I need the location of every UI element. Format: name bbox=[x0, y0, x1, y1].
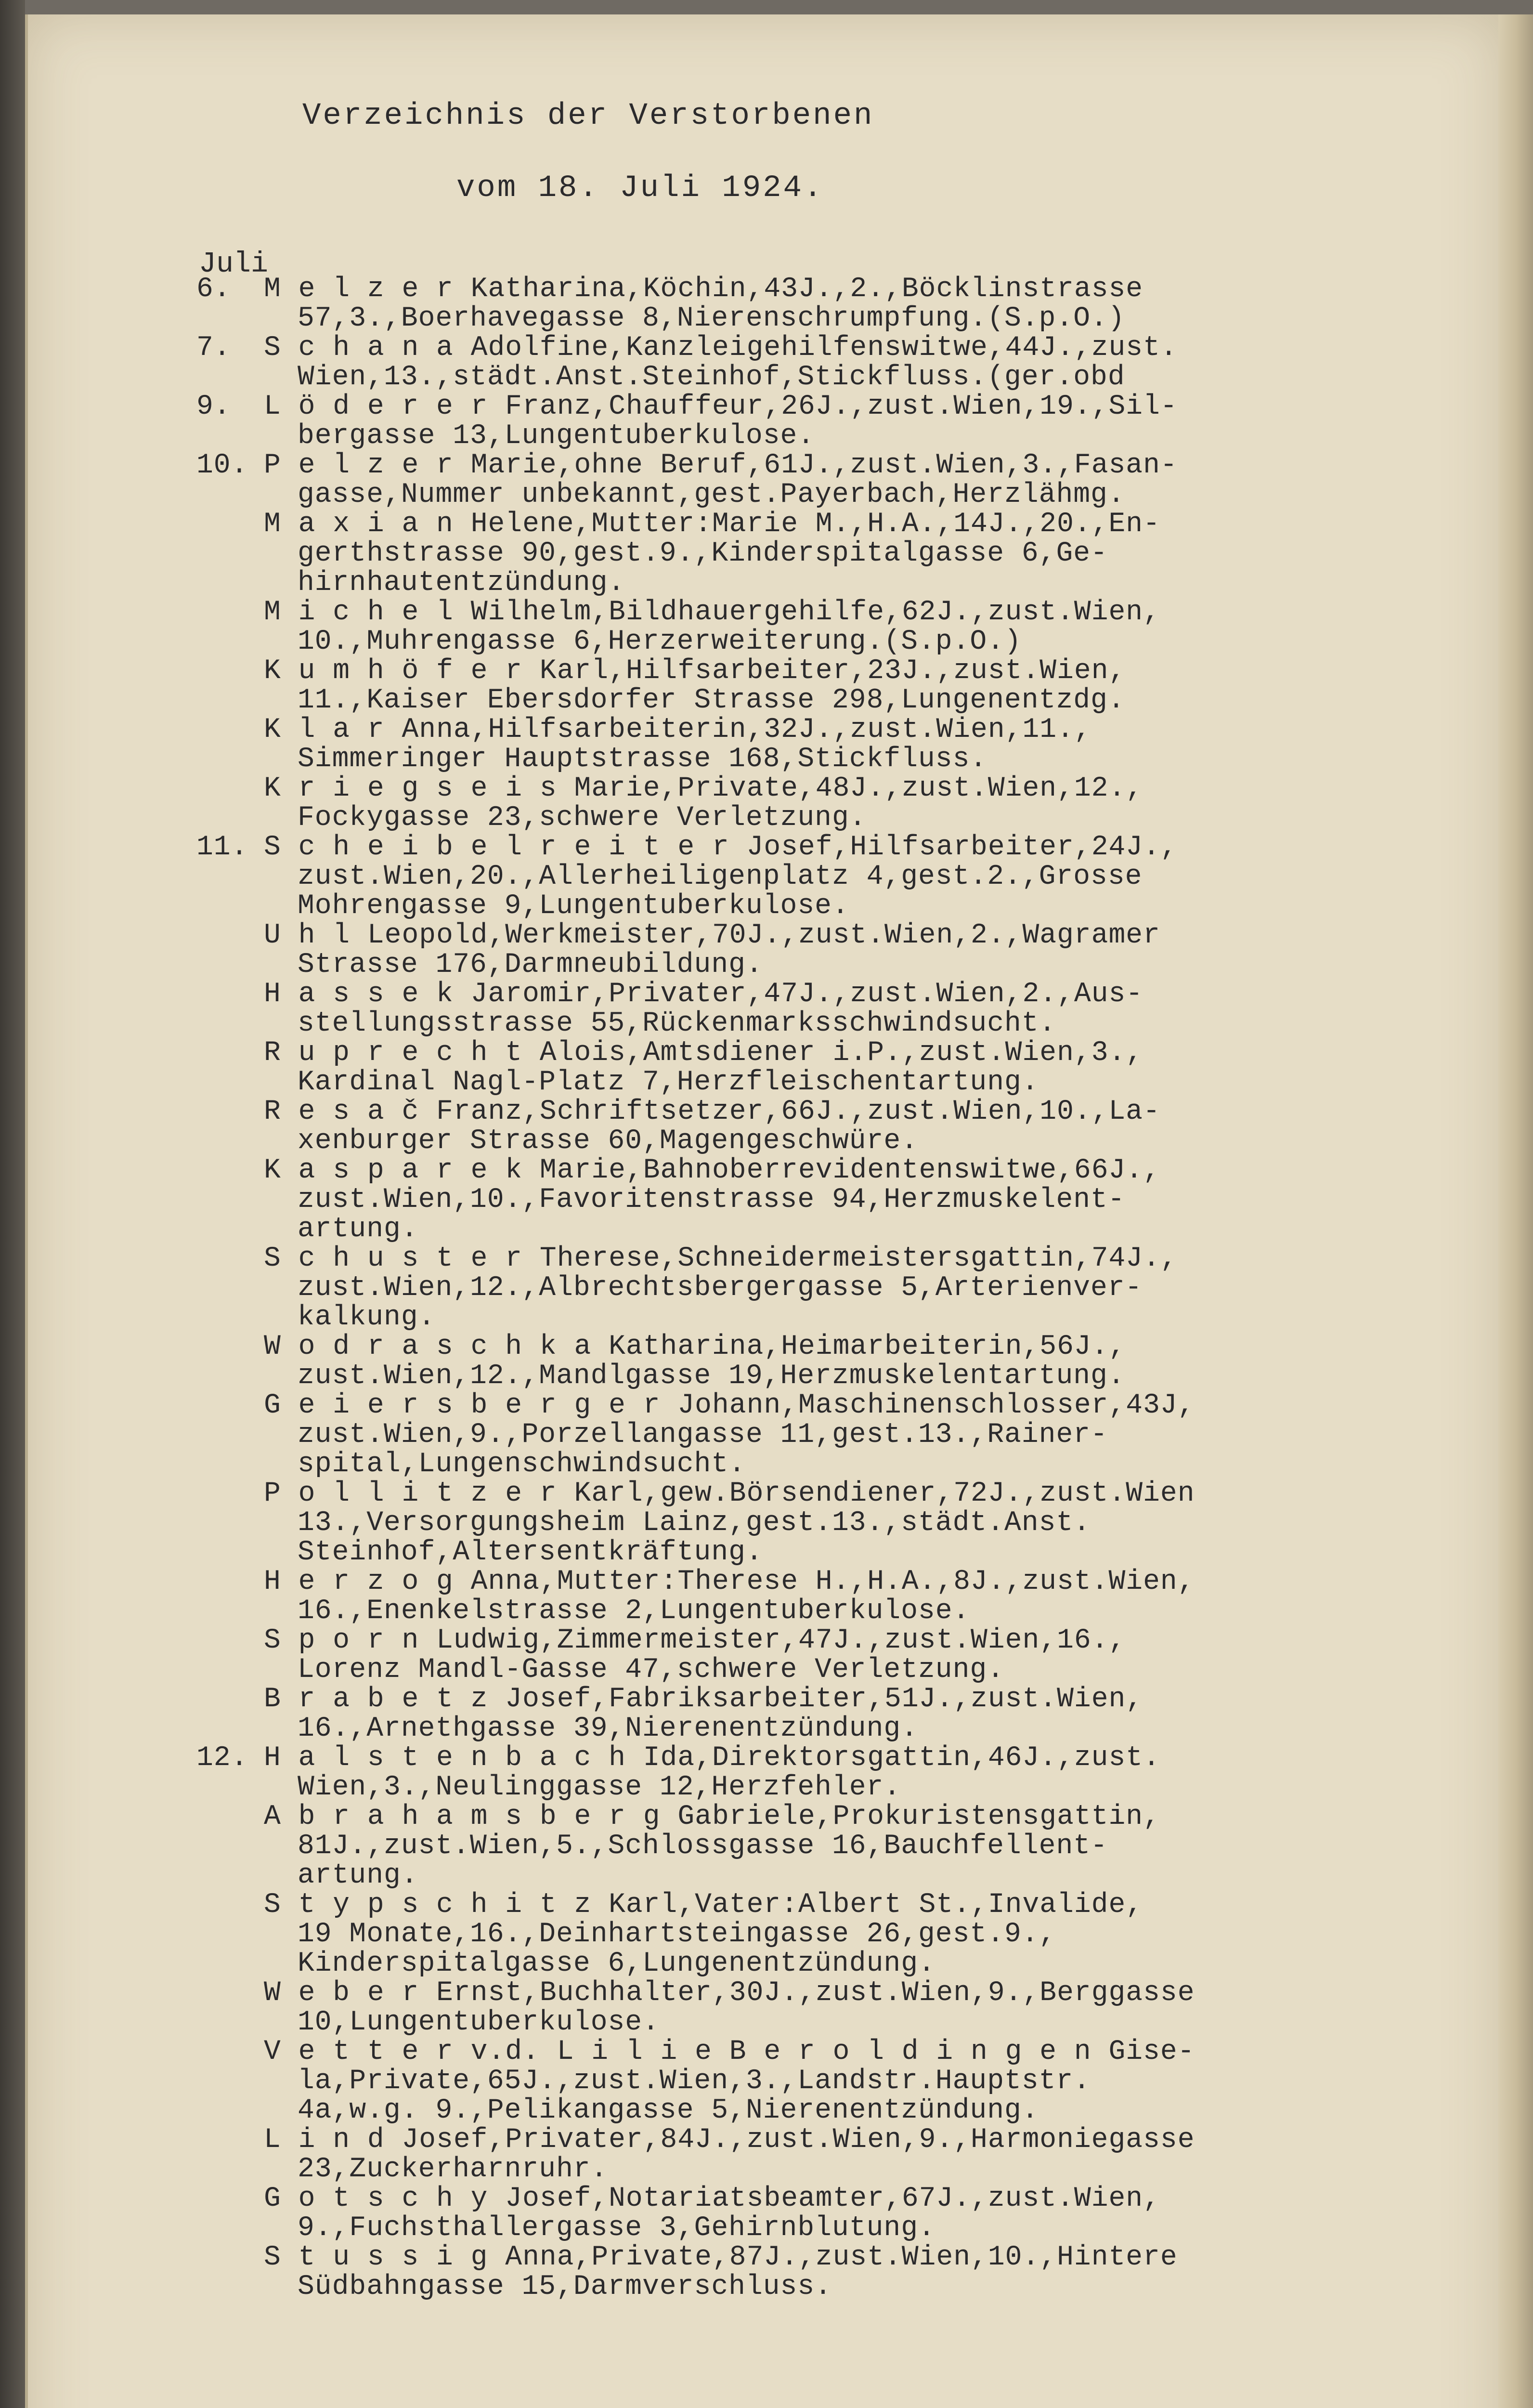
entry-surname: H a l s t e n b a c h bbox=[264, 1742, 626, 1774]
entry-first-line bbox=[196, 1479, 1439, 1508]
register-entry bbox=[196, 1244, 1439, 1332]
death-register-list bbox=[196, 275, 1439, 2302]
entry-surname: S t u s s i g bbox=[264, 2242, 488, 2273]
entry-surname: M a x i a n bbox=[264, 509, 454, 540]
register-entry bbox=[196, 598, 1439, 656]
entry-continuation-line: zust.Wien,9.,Porzellangasse 11,gest.13.,Rainer- bbox=[298, 1419, 1108, 1451]
entry-continuation-line: 10,Lungentuberkulose. bbox=[298, 2007, 660, 2038]
entry-first-line bbox=[196, 1743, 1439, 1773]
entry-first-line bbox=[196, 451, 1439, 480]
register-entry bbox=[196, 921, 1439, 980]
entry-first-line bbox=[196, 1978, 1439, 2008]
entry-surname: S c h e i b e l r e i t e r bbox=[264, 832, 729, 863]
entry-surname: G e i e r s b e r g e r bbox=[264, 1390, 661, 1421]
entry-continuation-line: 9.,Fuchsthallergasse 3,Gehirnblutung. bbox=[298, 2212, 935, 2244]
register-entry bbox=[196, 1332, 1439, 1391]
entry-surname: L i n d bbox=[264, 2124, 385, 2156]
entry-first-line bbox=[196, 1038, 1439, 1068]
register-entry bbox=[196, 1567, 1439, 1626]
entry-surname: S p o r n bbox=[264, 1625, 419, 1656]
entry-details: Wilhelm,Bildhauergehilfe,62J.,zust.Wien, bbox=[470, 597, 1160, 628]
entry-details: Karl,Hilfsarbeiter,23J.,zust.Wien, bbox=[539, 655, 1126, 687]
entry-day: 9. bbox=[196, 391, 231, 422]
entry-first-line bbox=[196, 333, 1439, 363]
entry-surname: K u m h ö f e r bbox=[264, 655, 523, 687]
entry-details: Katharina,Köchin,43J.,2.,Böcklinstrasse bbox=[470, 274, 1143, 305]
entry-details: Marie,Private,48J.,zust.Wien,12., bbox=[574, 773, 1143, 804]
register-entry bbox=[196, 774, 1439, 833]
register-entry bbox=[196, 715, 1439, 774]
entry-continuation-line: zust.Wien,10.,Favoritenstrasse 94,Herzmuskelent- bbox=[298, 1184, 1125, 1216]
entry-first-line bbox=[196, 833, 1439, 862]
entry-first-line bbox=[196, 774, 1439, 803]
entry-first-line bbox=[196, 392, 1439, 421]
entry-surname: R u p r e c h t bbox=[264, 1037, 523, 1069]
entry-details: Gabriele,Prokuristensgattin, bbox=[677, 1801, 1160, 1832]
entry-first-line bbox=[196, 715, 1439, 745]
entry-continuation-line: Strasse 176,Darmneubildung. bbox=[298, 949, 763, 981]
register-entry bbox=[196, 1038, 1439, 1097]
entry-surname: P o l l i t z e r bbox=[264, 1478, 557, 1509]
entry-continuation-line: 16.,Arnethgasse 39,Nierenentzündung. bbox=[298, 1713, 919, 1744]
entry-surname: L ö d e r e r bbox=[264, 391, 488, 422]
entry-continuation-line: Fockygasse 23,schwere Verletzung. bbox=[298, 802, 867, 834]
entry-continuation-line: xenburger Strasse 60,Magengeschwüre. bbox=[298, 1125, 919, 1157]
entry-details: Franz,Schriftsetzer,66J.,zust.Wien,10.,La- bbox=[436, 1096, 1160, 1127]
register-entry bbox=[196, 1097, 1439, 1156]
entry-surname: V e t t e r v.d. L i l i e B e r o l d i n g e n bbox=[264, 2036, 1091, 2068]
entry-first-line bbox=[196, 1685, 1439, 1714]
entry-continuation-line: Südbahngasse 15,Darmverschluss. bbox=[298, 2271, 832, 2303]
entry-details: Karl,Vater:Albert St.,Invalide, bbox=[609, 1889, 1143, 1921]
entry-continuation-line: 57,3.,Boerhavegasse 8,Nierenschrumpfung.(S.p.O.) bbox=[298, 303, 1125, 334]
entry-details: Gise- bbox=[1108, 2036, 1195, 2068]
document-page bbox=[25, 14, 1501, 2408]
entry-continuation-line: artung. bbox=[298, 1214, 418, 1245]
entry-continuation-line: Mohrengasse 9,Lungentuberkulose. bbox=[298, 890, 849, 922]
entry-day: 12. bbox=[196, 1742, 248, 1774]
entry-continuation-line: Steinhof,Altersentkräftung. bbox=[298, 1537, 763, 1568]
entry-details: Helene,Mutter:Marie M.,H.A.,14J.,20.,En- bbox=[470, 509, 1160, 540]
register-entry bbox=[196, 333, 1439, 392]
entry-details: Jaromir,Privater,47J.,zust.Wien,2.,Aus- bbox=[470, 979, 1143, 1010]
entry-details: Josef,Hilfsarbeiter,24J., bbox=[746, 832, 1178, 863]
register-entry bbox=[196, 275, 1439, 333]
entry-surname: U h l bbox=[264, 920, 351, 951]
entry-surname: S c h a n a bbox=[264, 332, 454, 364]
entry-continuation-line: Wien,13.,städt.Anst.Steinhof,Stickfluss.(ger.obd bbox=[298, 362, 1125, 393]
entry-surname: S t y p s c h i t z bbox=[264, 1889, 592, 1921]
entry-details: Ludwig,Zimmermeister,47J.,zust.Wien,16., bbox=[436, 1625, 1126, 1656]
entry-surname: W e b e r bbox=[264, 1977, 419, 2009]
register-entry bbox=[196, 980, 1439, 1038]
register-entry bbox=[196, 1802, 1439, 1890]
entry-first-line bbox=[196, 1156, 1439, 1185]
entry-continuation-line: 13.,Versorgungsheim Lainz,gest.13.,städt.Anst. bbox=[298, 1507, 1091, 1539]
month-label: Juli bbox=[199, 248, 269, 281]
entry-surname: G o t s c h y bbox=[264, 2183, 488, 2214]
entry-first-line bbox=[196, 656, 1439, 686]
entry-continuation-line: artung. bbox=[298, 1860, 418, 1891]
page-subtitle: vom 18. Juli 1924. bbox=[456, 171, 824, 206]
entry-surname: S c h u s t e r bbox=[264, 1243, 523, 1274]
entry-continuation-line: 4a,w.g. 9.,Pelikangasse 5,Nierenentzündung. bbox=[298, 2095, 1039, 2126]
entry-continuation-line: hirnhautentzündung. bbox=[298, 567, 625, 599]
register-entry bbox=[196, 833, 1439, 921]
entry-details: Franz,Chauffeur,26J.,zust.Wien,19.,Sil- bbox=[505, 391, 1178, 422]
entry-surname: K a s p a r e k bbox=[264, 1155, 523, 1186]
register-entry bbox=[196, 656, 1439, 715]
entry-details: Leopold,Werkmeister,70J.,zust.Wien,2.,Wagramer bbox=[367, 920, 1160, 951]
entry-continuation-line: stellungsstrasse 55,Rückenmarksschwindsucht. bbox=[298, 1008, 1056, 1039]
entry-surname: W o d r a s c h k a bbox=[264, 1331, 592, 1362]
entry-continuation-line: Wien,3.,Neulinggasse 12,Herzfehler. bbox=[298, 1772, 901, 1803]
entry-continuation-line: bergasse 13,Lungentuberkulose. bbox=[298, 420, 815, 452]
entry-day: 10. bbox=[196, 450, 248, 481]
entry-continuation-line: 81J.,zust.Wien,5.,Schlossgasse 16,Bauchfellent- bbox=[298, 1831, 1108, 1862]
register-entry bbox=[196, 510, 1439, 598]
entry-continuation-line: 23,Zuckerharnruhr. bbox=[298, 2154, 608, 2185]
entry-continuation-line: Kardinal Nagl-Platz 7,Herzfleischentartung. bbox=[298, 1067, 1039, 1098]
entry-details: Karl,gew.Börsendiener,72J.,zust.Wien bbox=[574, 1478, 1195, 1509]
entry-surname: A b r a h a m s b e r g bbox=[264, 1801, 661, 1832]
entry-continuation-line: spital,Lungenschwindsucht. bbox=[298, 1449, 746, 1480]
entry-first-line bbox=[196, 2125, 1439, 2155]
entry-details: Anna,Hilfsarbeiterin,32J.,zust.Wien,11., bbox=[402, 714, 1091, 746]
entry-surname: B r a b e t z bbox=[264, 1684, 488, 1715]
entry-first-line bbox=[196, 1332, 1439, 1361]
entry-surname: M i c h e l bbox=[264, 597, 454, 628]
entry-first-line bbox=[196, 1802, 1439, 1832]
entry-continuation-line: la,Private,65J.,zust.Wien,3.,Landstr.Hauptstr. bbox=[298, 2066, 1091, 2097]
entry-surname: K r i e g s e i s bbox=[264, 773, 557, 804]
entry-first-line bbox=[196, 1567, 1439, 1597]
page-title: Verzeichnis der Verstorbenen bbox=[302, 99, 874, 133]
entry-details: Josef,Fabriksarbeiter,51J.,zust.Wien, bbox=[505, 1684, 1143, 1715]
entry-continuation-line: gasse,Nummer unbekannt,gest.Payerbach,Herzlähmg. bbox=[298, 479, 1125, 510]
register-entry bbox=[196, 2243, 1439, 2302]
entry-details: Marie,ohne Beruf,61J.,zust.Wien,3.,Fasan- bbox=[470, 450, 1178, 481]
register-entry bbox=[196, 392, 1439, 451]
entry-details: Therese,Schneidermeistersgattin,74J., bbox=[539, 1243, 1178, 1274]
entry-details: Marie,Bahnoberrevidentenswitwe,66J., bbox=[539, 1155, 1160, 1186]
entry-first-line bbox=[196, 510, 1439, 539]
entry-details: Katharina,Heimarbeiterin,56J., bbox=[609, 1331, 1126, 1362]
entry-details: Adolfine,Kanzleigehilfenswitwe,44J.,zust. bbox=[470, 332, 1178, 364]
entry-details: Josef,Notariatsbeamter,67J.,zust.Wien, bbox=[505, 2183, 1160, 2214]
register-entry bbox=[196, 1890, 1439, 1978]
entry-surname: K l a r bbox=[264, 714, 385, 746]
register-entry bbox=[196, 2184, 1439, 2243]
entry-surname: H a s s e k bbox=[264, 979, 454, 1010]
entry-continuation-line: 10.,Muhrengasse 6,Herzerweiterung.(S.p.O.) bbox=[298, 626, 1022, 657]
page-edge bbox=[1498, 14, 1533, 2408]
entry-continuation-line: zust.Wien,12.,Albrechtsbergergasse 5,Arterienver- bbox=[298, 1272, 1143, 1304]
entry-first-line bbox=[196, 1244, 1439, 1273]
register-entry bbox=[196, 1479, 1439, 1567]
entry-continuation-line: Kinderspitalgasse 6,Lungenentzündung. bbox=[298, 1948, 935, 1979]
entry-continuation-line: gerthstrasse 90,gest.9.,Kinderspitalgasse 6,Ge- bbox=[298, 538, 1108, 569]
entry-continuation-line: 11.,Kaiser Ebersdorfer Strasse 298,Lungenentzdg. bbox=[298, 685, 1125, 716]
register-entry bbox=[196, 2125, 1439, 2184]
entry-first-line bbox=[196, 1097, 1439, 1126]
entry-first-line bbox=[196, 598, 1439, 627]
register-entry bbox=[196, 1156, 1439, 1244]
entry-first-line bbox=[196, 1391, 1439, 1420]
entry-surname: R e s a č bbox=[264, 1096, 419, 1127]
register-entry bbox=[196, 1743, 1439, 1802]
entry-first-line bbox=[196, 2184, 1439, 2213]
entry-details: Anna,Private,87J.,zust.Wien,10.,Hintere bbox=[505, 2242, 1178, 2273]
entry-first-line bbox=[196, 1890, 1439, 1920]
entry-day: 7. bbox=[196, 332, 231, 364]
entry-details: Josef,Privater,84J.,zust.Wien,9.,Harmoniegasse bbox=[402, 2124, 1195, 2156]
register-entry bbox=[196, 1391, 1439, 1479]
entry-first-line bbox=[196, 2037, 1439, 2067]
entry-continuation-line: zust.Wien,20.,Allerheiligenplatz 4,gest.2.,Grosse bbox=[298, 861, 1143, 892]
entry-continuation-line: zust.Wien,12.,Mandlgasse 19,Herzmuskelentartung. bbox=[298, 1361, 1125, 1392]
entry-continuation-line: 16.,Enenkelstrasse 2,Lungentuberkulose. bbox=[298, 1596, 970, 1627]
register-entry bbox=[196, 1685, 1439, 1743]
entry-first-line bbox=[196, 2243, 1439, 2272]
entry-day: 11. bbox=[196, 832, 248, 863]
book-spine bbox=[0, 0, 25, 2408]
entry-details: Ernst,Buchhalter,30J.,zust.Wien,9.,Berggasse bbox=[436, 1977, 1195, 2009]
entry-continuation-line: 19 Monate,16.,Deinhartsteingasse 26,gest.9., bbox=[298, 1919, 1056, 1950]
entry-details: Ida,Direktorsgattin,46J.,zust. bbox=[643, 1742, 1160, 1774]
entry-continuation-line: Lorenz Mandl-Gasse 47,schwere Verletzung. bbox=[298, 1654, 1005, 1686]
register-entry bbox=[196, 2037, 1439, 2125]
entry-continuation-line: kalkung. bbox=[298, 1302, 436, 1333]
entry-first-line bbox=[196, 980, 1439, 1009]
entry-details: Alois,Amtsdiener i.P.,zust.Wien,3., bbox=[539, 1037, 1143, 1069]
entry-details: Anna,Mutter:Therese H.,H.A.,8J.,zust.Wien, bbox=[470, 1566, 1195, 1597]
entry-day: 6. bbox=[196, 274, 231, 305]
entry-first-line bbox=[196, 275, 1439, 304]
entry-surname: M e l z e r bbox=[264, 274, 454, 305]
register-entry bbox=[196, 451, 1439, 510]
entry-details: Johann,Maschinenschlosser,43J, bbox=[677, 1390, 1195, 1421]
entry-first-line bbox=[196, 1626, 1439, 1655]
entry-first-line bbox=[196, 921, 1439, 950]
entry-surname: H e r z o g bbox=[264, 1566, 454, 1597]
register-entry bbox=[196, 1978, 1439, 2037]
entry-continuation-line: Simmeringer Hauptstrasse 168,Stickfluss. bbox=[298, 744, 987, 775]
entry-surname: P e l z e r bbox=[264, 450, 454, 481]
register-entry bbox=[196, 1626, 1439, 1685]
